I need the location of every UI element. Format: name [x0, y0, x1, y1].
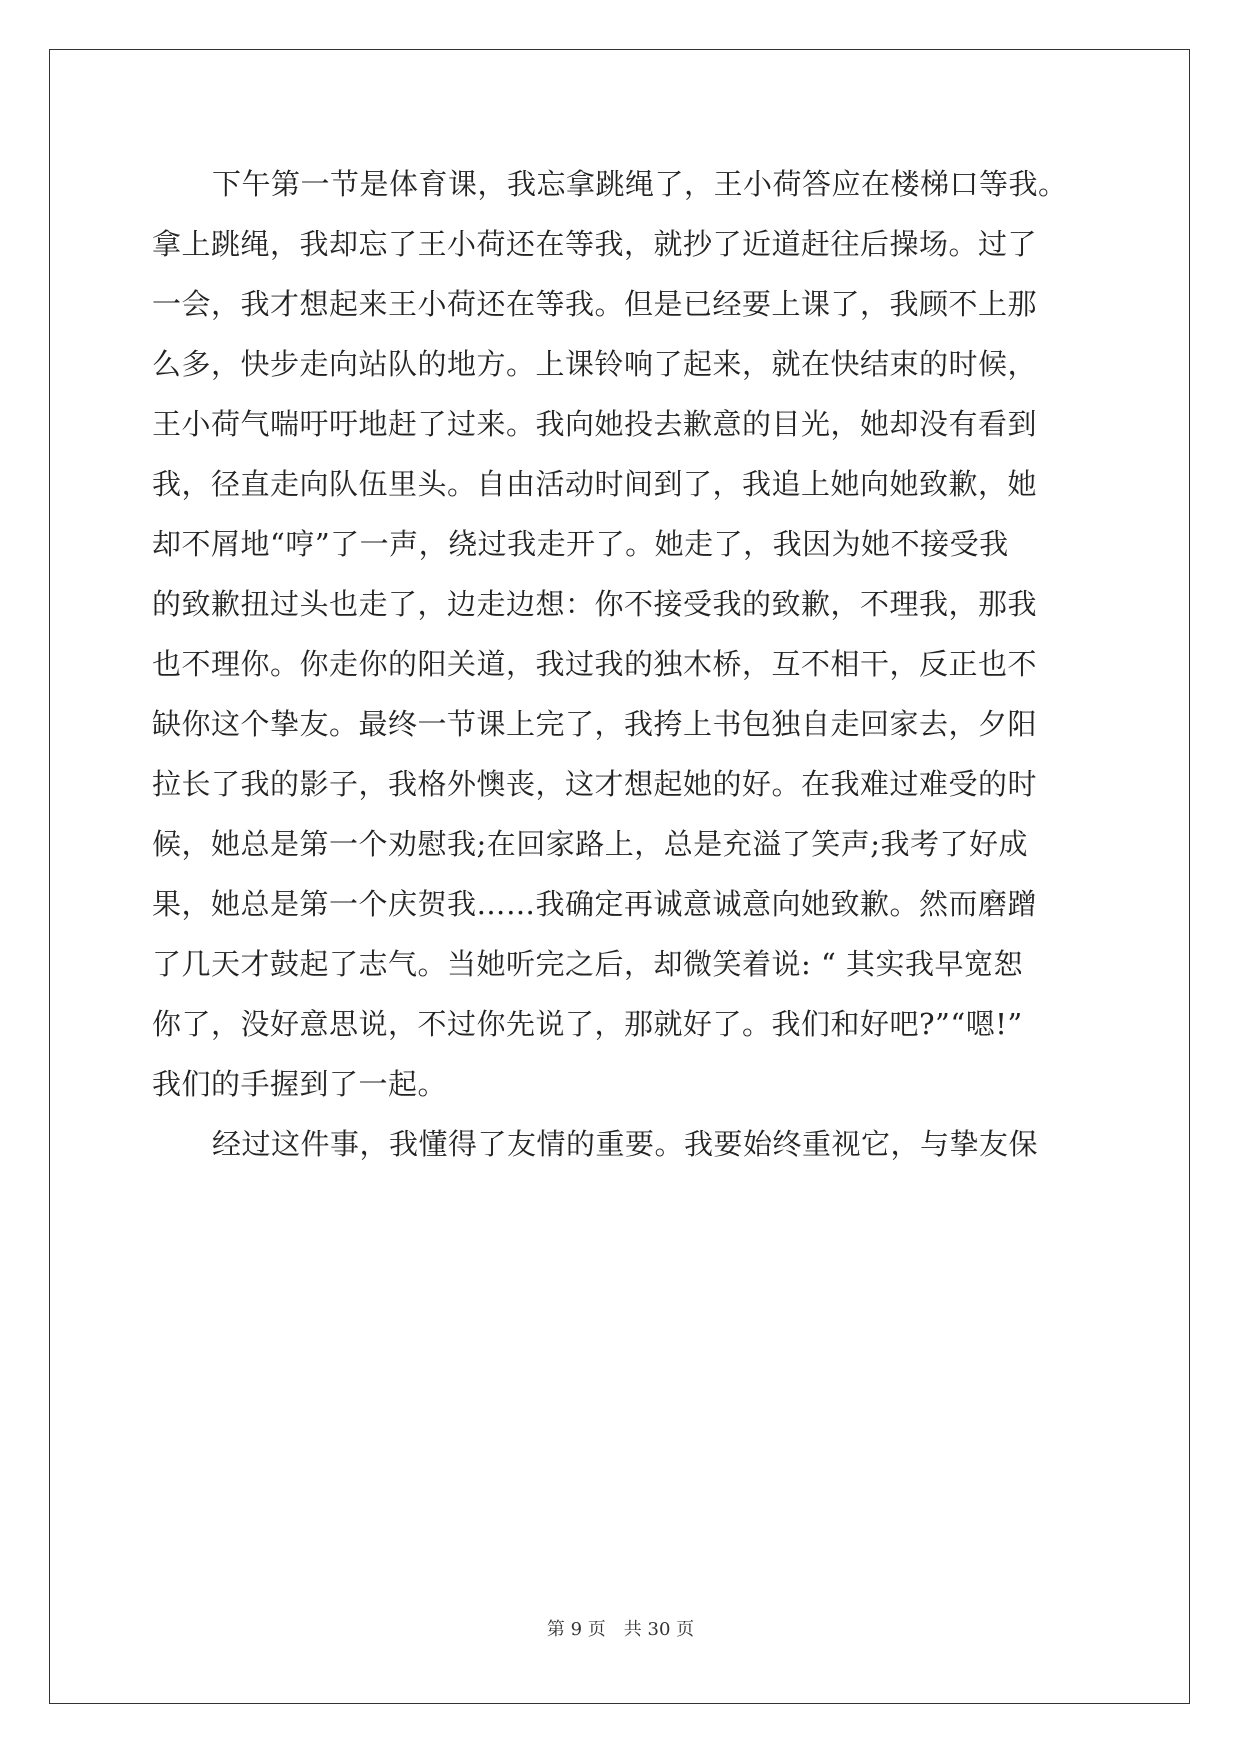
page-number: 第 9 页: [546, 1619, 606, 1640]
paragraph-1-line-2: 拿上跳绳，我却忘了王小荷还在等我，就抄了近道赶往后操场。过了: [152, 227, 1038, 261]
paragraph-1-line-4: 么多，快步走向站队的地方。上课铃响了起来，就在快结束的时候，: [152, 347, 1038, 381]
paragraph-1-line-8: 的致歉扭过头也走了，边走边想：你不接受我的致歉，不理我，那我: [152, 587, 1038, 621]
paragraph-1-line-14: 了几天才鼓起了志气。当她听完之后，却微笑着说: “ 其实我早宽恕: [152, 947, 1024, 981]
paragraph-2-line-1: 经过这件事，我懂得了友情的重要。我要始终重视它，与挚友保: [212, 1127, 1039, 1161]
paragraph-1-line-7: 却不屑地“哼”了一声，绕过我走开了。她走了，我因为她不接受我: [152, 527, 1009, 561]
paragraph-1-line-11: 拉长了我的影子，我格外懊丧，这才想起她的好。在我难过难受的时: [152, 767, 1038, 801]
paragraph-1-line-9: 也不理你。你走你的阳关道，我过我的独木桥，互不相干，反正也不: [152, 647, 1038, 681]
page-footer: [0, 1618, 1241, 1642]
paragraph-1-line-13: 果，她总是第一个庆贺我……我确定再诚意诚意向她致歉。然而磨蹭: [152, 887, 1038, 921]
paragraph-1-line-1: 下午第一节是体育课，我忘拿跳绳了，王小荷答应在楼梯口等我。: [212, 167, 1068, 201]
paragraph-1-line-6: 我，径直走向队伍里头。自由活动时间到了，我追上她向她致歉，她: [152, 467, 1038, 501]
paragraph-1-line-10: 缺你这个挚友。最终一节课上完了，我挎上书包独自走回家去，夕阳: [152, 707, 1038, 741]
paragraph-1-line-15: 你了，没好意思说，不过你先说了，那就好了。我们和好吧?”“嗯!”: [152, 1007, 1023, 1041]
paragraph-1-line-3: 一会，我才想起来王小荷还在等我。但是已经要上课了，我顾不上那: [152, 287, 1038, 321]
paragraph-1-line-16: 我们的手握到了一起。: [152, 1067, 448, 1101]
paragraph-1-line-12: 候，她总是第一个劝慰我;在回家路上，总是充溢了笑声;我考了好成: [152, 827, 1029, 861]
page-total: 共 30 页: [623, 1619, 695, 1640]
paragraph-1-line-5: 王小荷气喘吁吁地赶了过来。我向她投去歉意的目光，她却没有看到: [152, 407, 1038, 441]
